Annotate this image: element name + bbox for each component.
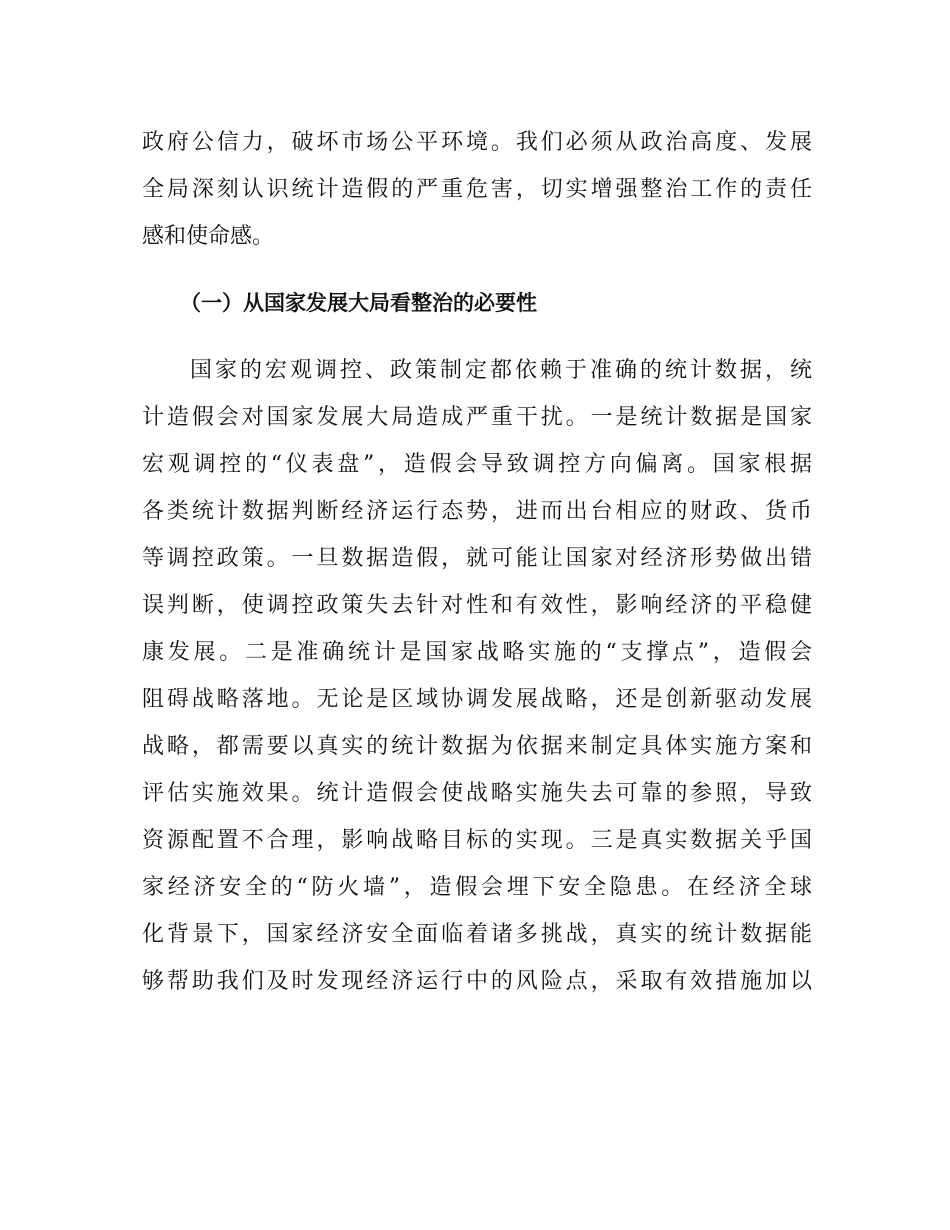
text-line: 计造假会对国家发展大局造成严重干扰。一是统计数据是国家 [142, 405, 812, 430]
text-line: 各类统计数据判断经济运行态势，进而出台相应的财政、货币 [142, 499, 812, 524]
paragraph-2 [142, 347, 812, 1005]
section-heading: （一）从国家发展大局看整治的必要性 [180, 291, 537, 315]
text-line: 阻碍战略落地。无论是区域协调发展战略，还是创新驱动发展 [142, 687, 812, 712]
text-line: 宏观调控的“仪表盘”，造假会导致调控方向偏离。国家根据 [142, 452, 812, 477]
text-line: 等调控政策。一旦数据造假，就可能让国家对经济形势做出错 [142, 546, 812, 571]
text-line: 全局深刻认识统计造假的严重危害，切实增强整治工作的责任 [142, 177, 812, 202]
text-line: 战略，都需要以真实的统计数据为依据来制定具体实施方案和 [142, 734, 812, 759]
text-line: 误判断，使调控政策失去针对性和有效性，影响经济的平稳健 [142, 593, 812, 618]
text-line: 感和使命感。 [142, 224, 275, 249]
text-line: 国家的宏观调控、政策制定都依赖于准确的统计数据，统 [190, 358, 812, 383]
text-line: 资源配置不合理，影响战略目标的实现。三是真实数据关乎国 [142, 828, 812, 853]
document-body [142, 119, 812, 1005]
text-line: 政府公信力，破坏市场公平环境。我们必须从政治高度、发展 [142, 130, 812, 155]
text-line: 评估实施效果。统计造假会使战略实施失去可靠的参照，导致 [142, 781, 812, 806]
paragraph-1 [142, 119, 812, 260]
text-line: 够帮助我们及时发现经济运行中的风险点，采取有效措施加以 [142, 969, 812, 994]
text-line: 化背景下，国家经济安全面临着诸多挑战，真实的统计数据能 [142, 922, 812, 947]
text-line: 家经济安全的“防火墙”，造假会埋下安全隐患。在经济全球 [142, 875, 812, 900]
text-line: 康发展。二是准确统计是国家战略实施的“支撑点”，造假会 [142, 640, 812, 665]
